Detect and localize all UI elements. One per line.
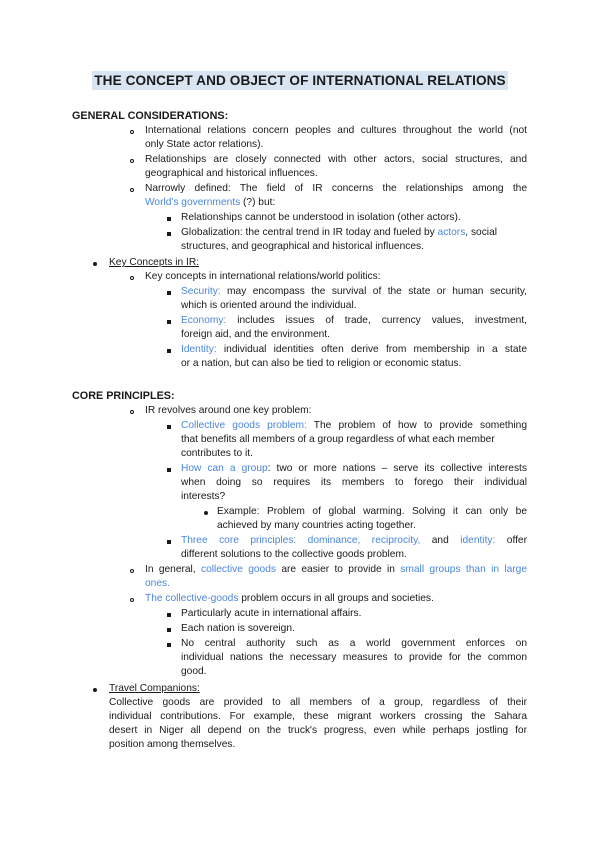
core-cg-line3: contributes to it. <box>181 448 253 459</box>
square-bullet-icon <box>167 320 171 324</box>
key-economy-line2: foreign aid, and the environment. <box>181 329 330 340</box>
circle-bullet-icon <box>130 598 134 602</box>
general-b3-line1: Narrowly defined: The field of IR concerns the relationships among the <box>145 183 527 194</box>
key-security-line2: which is oriented around the individual. <box>181 300 357 311</box>
core-cg-line1: Collective goods problem: The problem of how to provide something <box>181 420 528 431</box>
disc-bullet-icon <box>204 511 208 515</box>
square-bullet-icon <box>167 232 171 236</box>
disc-bullet-icon <box>93 688 97 692</box>
travel-line4: position among themselves. <box>109 739 236 750</box>
travel-line1: Collective goods are provided to all members of a group, regardless of their <box>109 697 527 708</box>
core-p1: IR revolves around one key problem: <box>145 405 312 416</box>
travel-line3: desert in Niger all depend on the truck's progress, even while perhaps jostling for <box>109 725 527 736</box>
core-hc-line1: How can a group: two or more nations – serve its collective interests <box>181 463 527 474</box>
core-cp-sub3-line2: individual nations the necessary measures to provide for the common <box>181 652 527 663</box>
core-general-line1: In general, collective goods are easier to provide in small groups than in large <box>145 564 527 575</box>
circle-bullet-icon <box>130 276 134 280</box>
square-bullet-icon <box>167 217 171 221</box>
core-hc-line2: when doing so requires its members to forego their individual <box>181 477 527 488</box>
general-b3-sub2-line2: structures, and geographical and historical influences. <box>181 241 424 252</box>
square-bullet-icon <box>167 540 171 544</box>
general-heading: GENERAL CONSIDERATIONS: <box>72 110 229 122</box>
key-economy-line1: Economy: includes issues of trade, currency values, investment, <box>181 315 527 326</box>
general-b1-line1: International relations concern peoples and cultures throughout the world (not <box>145 125 527 136</box>
square-bullet-icon <box>167 628 171 632</box>
general-b2-line2: geographical and historical influences. <box>145 168 318 179</box>
general-b1-line2: only State actor relations). <box>145 139 264 150</box>
travel-line2: individual contributions. For example, these migrant workers crossing the Sahara <box>109 711 527 722</box>
core-general-line2: ones. <box>145 578 170 589</box>
core-heading: CORE PRINCIPLES: <box>72 390 175 402</box>
core-cp-sub3-line1: No central authority such as a world government enforces on <box>181 638 527 649</box>
circle-bullet-icon <box>130 159 134 163</box>
disc-bullet-icon <box>93 262 97 266</box>
travel-label: Travel Companions: <box>109 683 200 694</box>
circle-bullet-icon <box>130 410 134 414</box>
core-cp-sub2: Each nation is sovereign. <box>181 623 295 634</box>
key-concepts-label: Key Concepts in IR: <box>109 257 200 268</box>
key-intro: Key concepts in international relations/world politics: <box>145 271 381 282</box>
square-bullet-icon <box>167 291 171 295</box>
general-b3-sub1: Relationships cannot be understood in isolation (other actors). <box>181 212 461 223</box>
circle-bullet-icon <box>130 188 134 192</box>
core-cp-line: The collective-goods problem occurs in all groups and societies. <box>145 593 434 604</box>
core-cp-sub3-line3: good. <box>181 666 207 677</box>
circle-bullet-icon <box>130 569 134 573</box>
core-example-line2: achieved by many countries acting together. <box>217 520 416 531</box>
general-b2-line1: Relationships are closely connected with other actors, social structures, and <box>145 154 527 165</box>
square-bullet-icon <box>167 425 171 429</box>
general-b3-sub2-line1: Globalization: the central trend in IR today and fueled by actors, social <box>181 227 498 238</box>
general-b3-line2: World's governments (?) but: <box>145 197 276 208</box>
square-bullet-icon <box>167 349 171 353</box>
key-identity-line1: Identity: individual identities often derive from membership in a state <box>181 344 527 355</box>
square-bullet-icon <box>167 468 171 472</box>
core-tc-line2: different solutions to the collective goods problem. <box>181 549 407 560</box>
core-tc-line1: Three core principles: dominance, reciprocity, and identity: offer <box>181 535 527 546</box>
document-title: THE CONCEPT AND OBJECT OF INTERNATIONAL RELATIONS <box>94 73 506 88</box>
key-identity-line2: or a nation, but can also be tied to religion or economic status. <box>181 358 462 369</box>
circle-bullet-icon <box>130 130 134 134</box>
square-bullet-icon <box>167 613 171 617</box>
core-hc-line3: interests? <box>181 491 226 502</box>
core-cp-sub1: Particularly acute in international affairs. <box>181 608 362 619</box>
core-cg-line2: that benefits all members of a group regardless of what each member <box>181 434 495 445</box>
core-example-line1: Example: Problem of global warming. Solving it can only be <box>217 506 527 517</box>
key-security-line1: Security: may encompass the survival of the state or human security, <box>181 286 527 297</box>
square-bullet-icon <box>167 643 171 647</box>
